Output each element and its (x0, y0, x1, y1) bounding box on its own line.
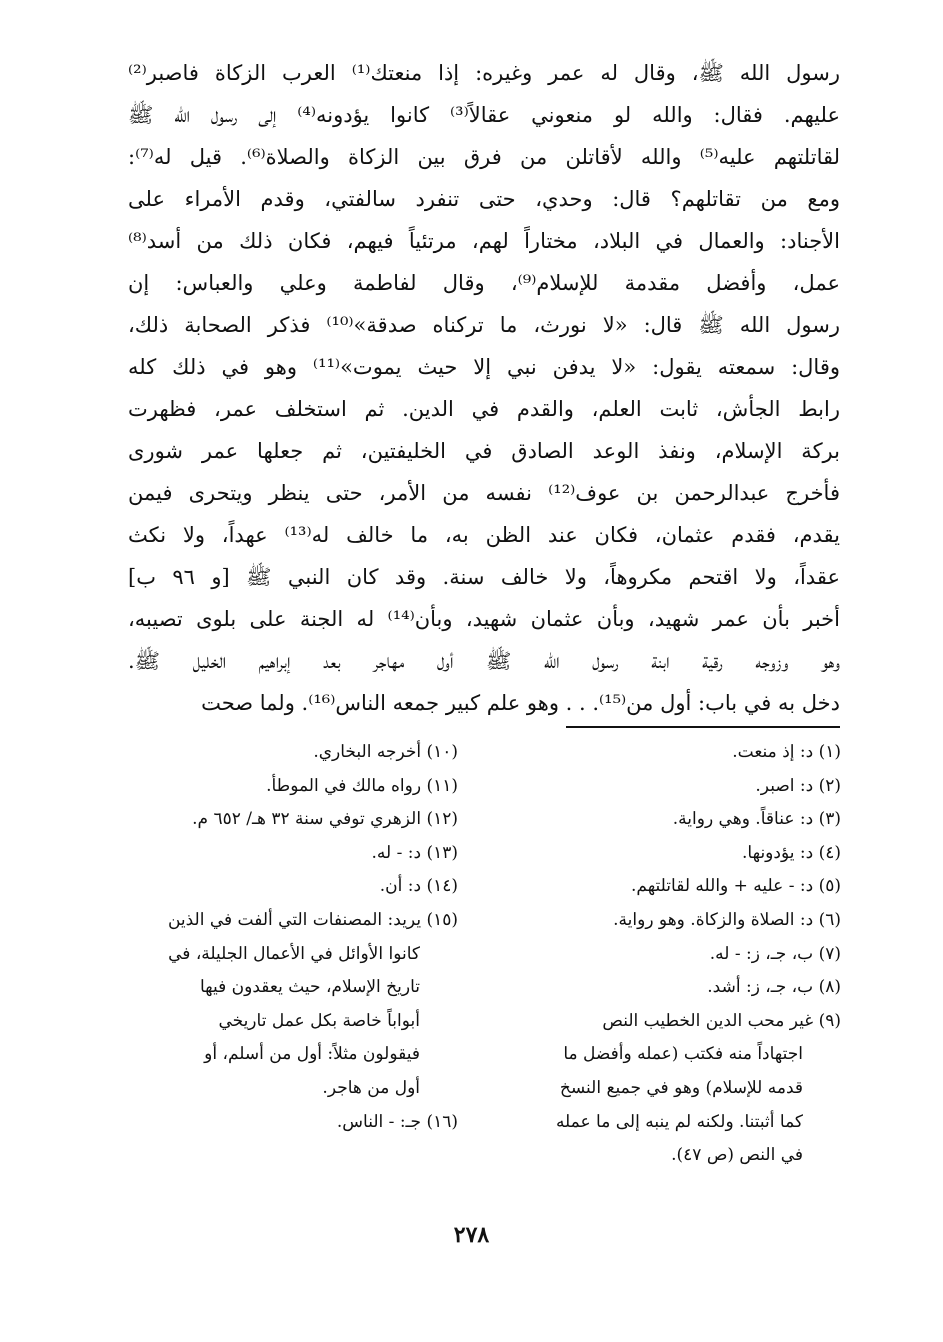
text-line: رابط الجأش، ثابت العلم، والقدم في الدين. ثم استخلف عمر، فظهرت (128, 397, 840, 421)
footnote: (٣) د: عناقاً. وهي رواية. (672, 809, 841, 830)
footnotes-left-column (118, 736, 458, 1139)
footnote-continuation: تاريخ الإسلام، حيث يعقدون فيها (199, 977, 420, 998)
footnote-continuation: كانوا الأوائل في الأعمال الجليلة، في (168, 943, 420, 964)
text-line: ومع من تقاتلهم؟ قال: وحدي، حتى تنفرد سالفتي، وقدم الأمراء على (128, 187, 840, 211)
text-line: الأجناد: والعمال في البلاد، مختاراً لهم، مرتئياً فيهم، فكان ذلك من أسد⁽⁸⁾ (128, 229, 840, 253)
footnote-continuation: في النص (ص ٤٧). (671, 1145, 803, 1166)
footnote: (٧) ب، جـ، ز: - له. (709, 943, 841, 964)
footnote: (١) د: إذ منعت. (732, 742, 841, 762)
text-line: يقدم، فقدم عثمان، فكان عند الظن به، ما خالف له⁽¹³⁾ عهداً، ولا نكث (128, 523, 840, 547)
footnote: (١٦) جـ: - الناس. (336, 1111, 458, 1132)
footnote-continuation: أول من هاجر. (322, 1077, 420, 1098)
footnote: (٩) غير محب الدين الخطيب النص (602, 1010, 841, 1031)
text-line: وقال: سمعته يقول: «لا يدفن نبي إلا حيث يموت»⁽¹¹⁾ وهو في ذلك كله (128, 355, 840, 379)
footnote-continuation: كما أثبتنا. ولكنه لم ينبه إلى ما عمله (555, 1111, 803, 1132)
text-line: رسول الله ﷺ قال: «لا نورث، ما تركناه صدقة»⁽¹⁰⁾ فذكر الصحابة ذلك، (128, 313, 840, 337)
footnote: (١٤) د: أن. (379, 876, 458, 897)
footnote: (١٢) الزهري توفي سنة ٣٢ هـ/ ٦٥٢ م. (192, 809, 458, 830)
page-number: ٢٧٨ (453, 1222, 490, 1248)
footnote: (١٥) يريد: المصنفات التي ألفت في الذين (167, 909, 458, 930)
footnote: (٦) د: الصلاة والزكاة. وهو رواية. (613, 909, 841, 930)
main-text (128, 52, 840, 724)
text-line: فأخرج عبدالرحمن بن عوف⁽¹²⁾ نفسه من الأمر، حتى ينظر ويتحرى فيمن (128, 481, 840, 505)
footnote: (٤) د: يؤدونها. (742, 842, 841, 863)
text-line: عمل، وأفضل مقدمة للإسلام⁽⁹⁾، وقال لفاطمة وعلي والعباس: إن (128, 271, 840, 295)
text-line: أخبر بأن عمر شهيد، وبأن عثمان شهيد، وبأن⁽¹⁴⁾ له الجنة على بلوى تصيبه، (128, 607, 840, 631)
text-line: وهو وزوجه رقية ابنة رسول الله ﷺ أول مهاجر بعد إبراهيم الخليل ﷺ. (128, 649, 840, 673)
text-line: دخل به في باب: أول من⁽¹⁵⁾. . . وهو علم كبير جمعه الناس⁽¹⁶⁾. ولما صحت (201, 691, 840, 715)
footnote: (١٣) د: - له. (371, 842, 458, 863)
text-line: رسول الله ﷺ، وقال له عمر وغيره: إذا منعتك⁽¹⁾ العرب الزكاة فاصبر⁽²⁾ (128, 61, 840, 85)
footnote: (١٠) أخرجه البخاري. (313, 742, 458, 762)
footnote: (٢) د: اصبر. (755, 775, 841, 796)
footnote: (١١) رواه مالك في الموطأ. (266, 775, 458, 796)
footnote-continuation: فيقولون مثلاً: أول من أسلم، أو (204, 1044, 420, 1065)
footnote: (٨) ب، جـ، ز: أشد. (707, 977, 841, 998)
text-line: عليهم. فقال: والله لو منعوني عقالاً⁽³⁾ كانوا يؤدونه⁽⁴⁾ إلى رسول الله ﷺ (128, 103, 840, 127)
footnote-continuation: أبواباً خاصة بكل عمل تاريخي (218, 1010, 420, 1031)
footnotes-right-column (505, 736, 841, 1173)
footnote-divider (566, 726, 840, 728)
footnote: (٥) د: - عليه + والله لقاتلتهم. (631, 876, 841, 897)
text-line: عقداً، ولا اقتحم مكروهاً، ولا خالف سنة. وقد كان النبي ﷺ [و ٩٦ ب] (128, 565, 840, 589)
text-line: بركة الإسلام، ونفذ الوعد الصادق في الخليفتين، ثم جعلها عمر شورى (128, 439, 840, 463)
text-line: لقاتلتهم عليه⁽⁵⁾ والله لأقاتلن من فرق بين الزكاة والصلاة⁽⁶⁾. قيل له⁽⁷⁾: (128, 145, 840, 169)
footnote-continuation: اجتهاداً منه فكتب (عمله وأفضل ما (563, 1044, 803, 1065)
footnote-continuation: قدمه للإسلام) وهو في جميع النسخ (559, 1077, 803, 1098)
